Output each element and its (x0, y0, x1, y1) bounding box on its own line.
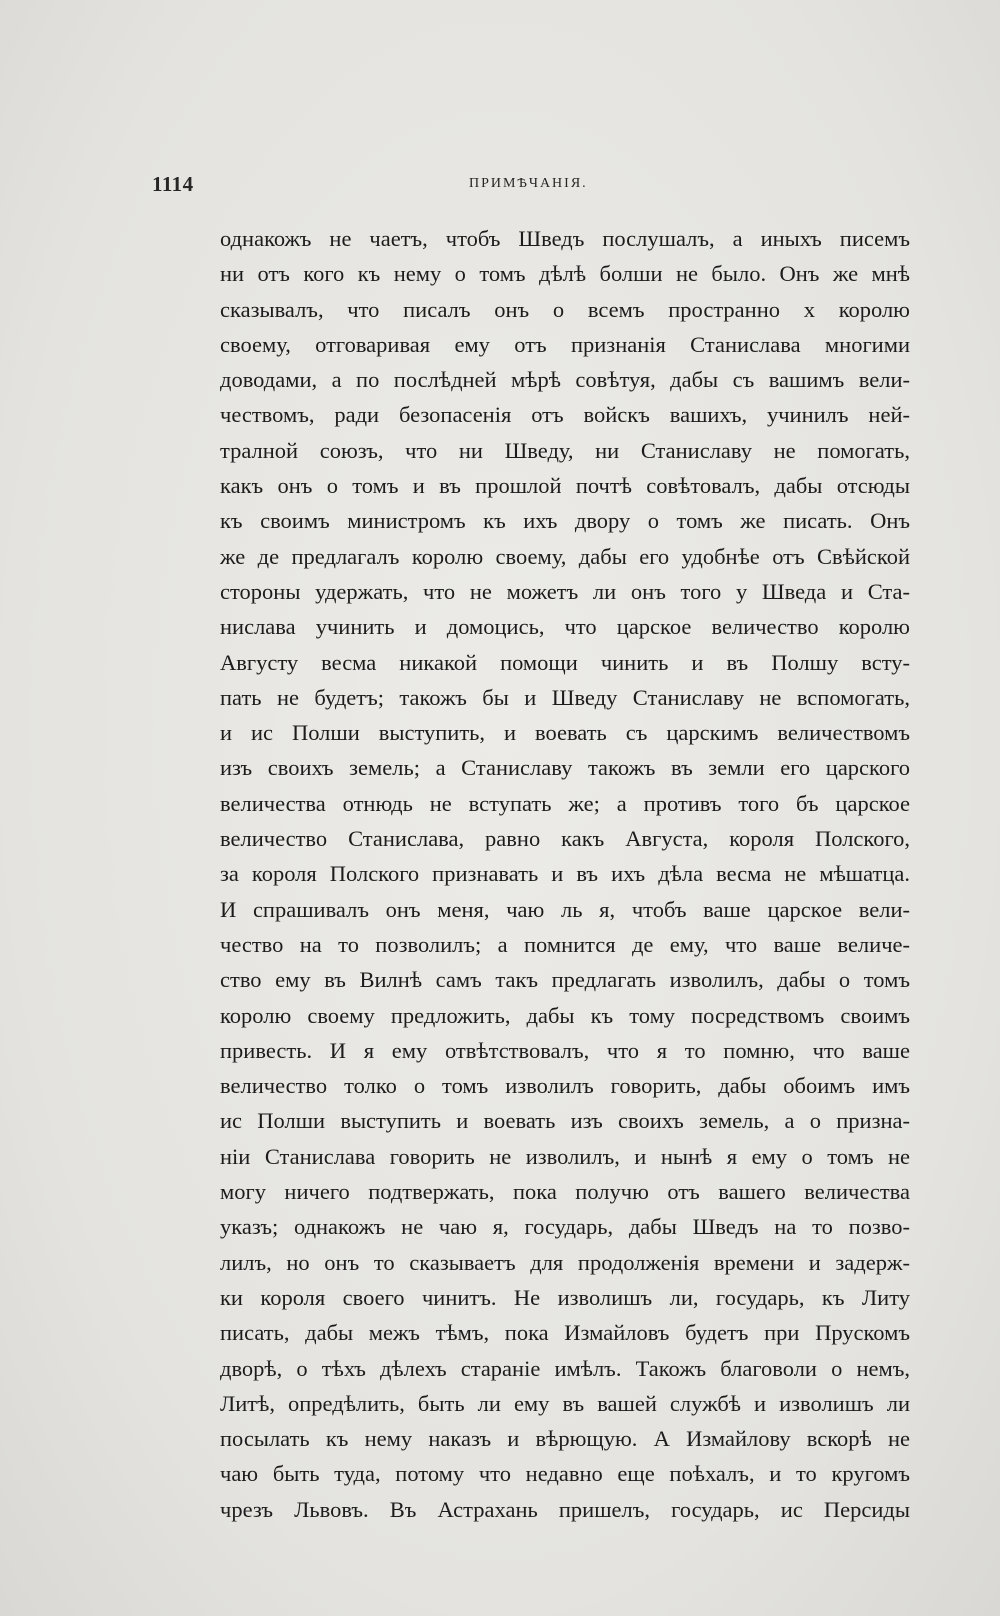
text-line: какъ онъ о томъ и въ прошлой почтѣ совѣтовалъ, дабы отсюды (220, 473, 910, 499)
text-line: чрезъ Львовъ. Въ Астрахань пришелъ, государь, ис Персиды (220, 1496, 910, 1522)
text-line: за короля Полского признавать и въ ихъ дѣла весма не мѣшатца. (220, 861, 910, 887)
text-line: могу ничего подтвержать, пока получю отъ вашего величества (220, 1179, 910, 1205)
text-line: И спрашивалъ онъ меня, чаю ль я, чтобъ ваше царское вели- (220, 896, 910, 922)
text-line: ство ему въ Вилнѣ самъ такъ предлагать изволилъ, дабы о томъ (220, 967, 910, 993)
text-line: чаю быть туда, потому что недавно еще поѣхалъ, и то кругомъ (220, 1461, 910, 1487)
text-line: тралной союзъ, что ни Шведу, ни Станиславу не помогать, (220, 437, 910, 463)
text-line: стороны удержать, что не можетъ ли онъ того у Шведа и Ста- (220, 578, 910, 604)
text-line: же де предлагалъ королю своему, дабы его удобнѣе отъ Свѣйской (220, 543, 910, 569)
text-line: однакожъ не чаетъ, чтобъ Шведъ послушалъ, а иныхъ писемъ (220, 226, 910, 251)
text-line: изъ своихъ земель; а Станиславу такожъ въ земли его царского (220, 755, 910, 781)
text-line: чествомъ, ради безопасенія отъ войскъ вашихъ, учинилъ ней- (220, 402, 910, 428)
body-text (220, 221, 910, 1527)
text-line: нислава учинить и домоцись, что царское величество королю (220, 614, 910, 640)
text-line: Литѣ, опредѣлить, быть ли ему въ вашей службѣ и изволишъ ли (220, 1390, 910, 1416)
text-line: привесть. И я ему отвѣтствовалъ, что я то помню, что ваше (220, 1037, 910, 1063)
text-line: пать не будетъ; такожъ бы и Шведу Станиславу не вспомогать, (220, 684, 910, 710)
text-line: Августу весма никакой помощи чинить и въ Полшу всту- (220, 649, 910, 675)
text-line: дворѣ, о тѣхъ дѣлехъ стараніе имѣлъ. Такожъ благоволи о немъ, (220, 1355, 910, 1381)
text-line: ніи Станислава говорить не изволилъ, и нынѣ я ему о томъ не (220, 1143, 910, 1169)
text-line: ни отъ кого къ нему о томъ дѣлѣ болши не было. Онъ же мнѣ (220, 261, 910, 287)
text-line: доводами, а по послѣдней мѣрѣ совѣтуя, дабы съ вашимъ вели- (220, 367, 910, 393)
text-line: королю своему предложить, дабы къ тому посредствомъ своимъ (220, 1002, 910, 1028)
text-line: своему, отговаривая ему отъ признанія Станислава многими (220, 331, 910, 357)
text-line: къ своимъ министромъ къ ихъ двору о томъ же писать. Онъ (220, 508, 910, 534)
page-header (152, 172, 912, 196)
text-line: ки короля своего чинитъ. Не изволишъ ли, государь, къ Литу (220, 1284, 910, 1310)
text-line: чество на то позволилъ; а помнится де ему, что ваше величе- (220, 931, 910, 957)
text-line: посылать къ нему наказъ и вѣрющую. А Измайлову вскорѣ не (220, 1426, 910, 1452)
text-line: писать, дабы межъ тѣмъ, пока Измайловъ будетъ при Прускомъ (220, 1320, 910, 1346)
text-line: величество Станислава, равно какъ Августа, короля Полского, (220, 826, 910, 852)
text-line: указъ; однакожъ не чаю я, государь, дабы Шведъ на то позво- (220, 1214, 910, 1240)
text-line: сказывалъ, что писалъ онъ о всемъ пространно х королю (220, 296, 910, 322)
text-line: величества отнюдь не вступать же; а противъ того бъ царское (220, 790, 910, 816)
running-head: ПРИМѢЧАНІЯ. (469, 176, 588, 191)
page-number: 1114 (152, 172, 194, 196)
text-line: лилъ, но онъ то сказываетъ для продолженія времени и задерж- (220, 1249, 910, 1275)
text-line: ис Полши выступить и воевать изъ своихъ земель, а о призна- (220, 1108, 910, 1134)
text-line: величество толко о томъ изволилъ говорить, дабы обоимъ имъ (220, 1073, 910, 1099)
text-line: и ис Полши выступить, и воевать съ царскимъ величествомъ (220, 720, 910, 746)
